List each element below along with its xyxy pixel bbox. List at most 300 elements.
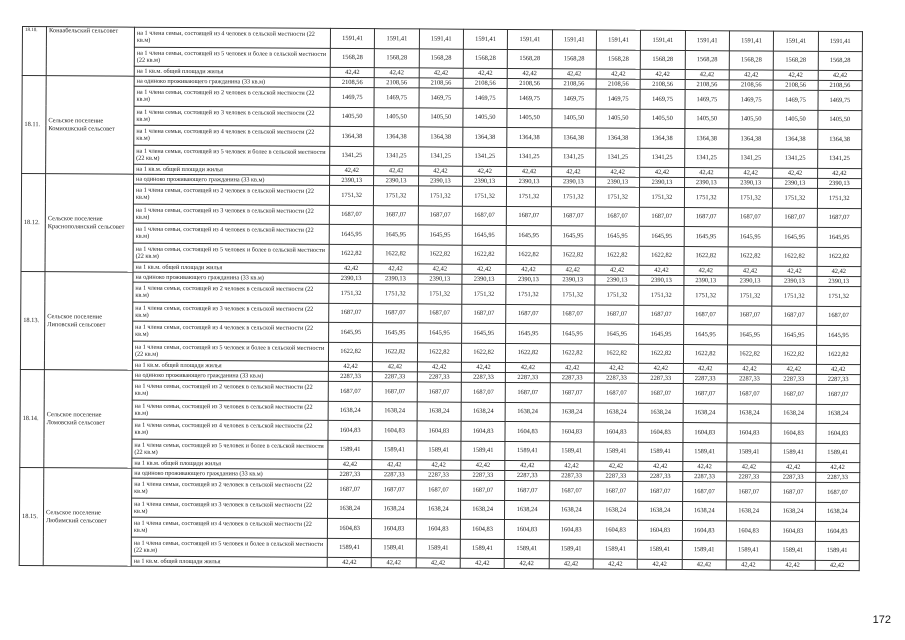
cost-value: 1604,83 bbox=[505, 421, 549, 441]
norm-description: на 1 члена семьи, состоящей из 5 человек и более в сельской местности (22 кв.м) bbox=[134, 47, 330, 68]
cost-value: 42,42 bbox=[460, 558, 504, 568]
cost-value: 1405,50 bbox=[374, 107, 418, 127]
cost-value: 42,42 bbox=[461, 362, 505, 372]
cost-value: 1751,32 bbox=[684, 188, 728, 208]
cost-value: 1604,83 bbox=[816, 423, 861, 443]
cost-value: 42,42 bbox=[726, 560, 770, 570]
group-code: 18.11. bbox=[22, 76, 47, 174]
cost-value: 1687,07 bbox=[727, 384, 771, 404]
cost-value: 1751,32 bbox=[595, 187, 639, 207]
cost-value: 2287,33 bbox=[373, 372, 417, 382]
cost-value: 1687,07 bbox=[416, 480, 460, 500]
cost-value: 1589,41 bbox=[638, 442, 682, 462]
cost-value: 1469,75 bbox=[507, 88, 551, 108]
cost-value: 1591,41 bbox=[596, 30, 640, 50]
cost-value: 1622,82 bbox=[817, 247, 862, 267]
norm-description: на 1 члена семьи, состоящей из 4 человек в сельской местности (22 кв.м) bbox=[133, 223, 329, 244]
tariff-table bbox=[19, 26, 863, 571]
cost-value: 1604,83 bbox=[726, 521, 770, 541]
cost-value: 42,42 bbox=[683, 364, 727, 374]
cost-value: 1687,07 bbox=[417, 382, 461, 402]
cost-value: 1604,83 bbox=[505, 519, 549, 539]
norm-description: на 1 члена семьи, состоящей из 5 человек и более в сельской местности (22 кв.м) bbox=[131, 537, 327, 558]
cost-value: 1638,24 bbox=[816, 404, 861, 424]
cost-value: 2390,13 bbox=[817, 178, 861, 188]
cost-value: 1638,24 bbox=[460, 500, 504, 520]
cost-value: 2287,33 bbox=[639, 373, 683, 383]
cost-value: 1622,82 bbox=[639, 246, 683, 266]
cost-value: 1341,25 bbox=[507, 147, 551, 167]
cost-value: 1591,41 bbox=[508, 29, 552, 49]
cost-value: 1591,41 bbox=[729, 31, 773, 51]
cost-value: 1589,41 bbox=[815, 541, 860, 561]
norm-description: на одиноко проживающего гражданина (33 кв.м) bbox=[133, 272, 329, 283]
cost-value: 1645,95 bbox=[418, 225, 462, 245]
cost-value: 1341,25 bbox=[596, 148, 640, 168]
cost-value: 1645,95 bbox=[816, 325, 861, 345]
norm-description: на 1 кв.м. общей площади жилья bbox=[133, 262, 329, 273]
cost-value: 1589,41 bbox=[771, 443, 815, 463]
cost-value: 1645,95 bbox=[329, 224, 373, 244]
cost-value: 1364,38 bbox=[418, 127, 462, 147]
cost-value: 1687,07 bbox=[682, 482, 726, 502]
cost-value: 1364,38 bbox=[330, 126, 374, 146]
cost-value: 1568,28 bbox=[641, 50, 685, 70]
cost-value: 2287,33 bbox=[505, 470, 549, 480]
cost-value: 1645,95 bbox=[683, 325, 727, 345]
cost-value: 1405,50 bbox=[596, 109, 640, 129]
cost-value: 2108,56 bbox=[463, 78, 507, 88]
cost-value: 42,42 bbox=[461, 460, 505, 470]
norm-description: на 1 члена семьи, состоящей из 3 человек в сельской местности (22 кв.м) bbox=[133, 302, 329, 323]
cost-value: 1638,24 bbox=[372, 499, 416, 519]
cost-value: 42,42 bbox=[506, 264, 550, 274]
cost-value: 42,42 bbox=[327, 557, 371, 567]
cost-value: 2287,33 bbox=[506, 372, 550, 382]
cost-value: 1751,32 bbox=[595, 285, 639, 305]
cost-value: 1687,07 bbox=[373, 303, 417, 323]
cost-value: 2287,33 bbox=[594, 373, 638, 383]
cost-value: 1645,95 bbox=[639, 226, 683, 246]
cost-value: 1604,83 bbox=[815, 521, 860, 541]
cost-value: 1687,07 bbox=[506, 304, 550, 324]
cost-value: 42,42 bbox=[505, 558, 549, 568]
norm-description: на 1 члена семьи, состоящей из 5 человек и более в сельской местности (22 кв.м) bbox=[132, 439, 328, 460]
cost-value: 1469,75 bbox=[463, 88, 507, 108]
cost-value: 1604,83 bbox=[550, 422, 594, 442]
cost-value: 1687,07 bbox=[816, 306, 861, 326]
table-body bbox=[19, 27, 862, 571]
cost-value: 1589,41 bbox=[726, 540, 770, 560]
cost-value: 42,42 bbox=[637, 559, 681, 569]
cost-value: 1638,24 bbox=[683, 403, 727, 423]
norm-description: на 1 члена семьи, состоящей из 2 человек в сельской местности (22 кв.м) bbox=[132, 478, 328, 499]
cost-value: 2390,13 bbox=[684, 276, 728, 286]
cost-value: 42,42 bbox=[506, 362, 550, 372]
cost-value: 1687,07 bbox=[595, 207, 639, 227]
cost-value: 2390,13 bbox=[418, 176, 462, 186]
cost-value: 1589,41 bbox=[417, 440, 461, 460]
cost-value: 1645,95 bbox=[506, 323, 550, 343]
cost-value: 1638,24 bbox=[549, 500, 593, 520]
cost-value: 2390,13 bbox=[728, 178, 772, 188]
cost-value: 1687,07 bbox=[594, 481, 638, 501]
cost-value: 42,42 bbox=[507, 166, 551, 176]
cost-value: 2287,33 bbox=[815, 472, 859, 482]
cost-value: 1645,95 bbox=[595, 324, 639, 344]
norm-description: на 1 кв.м. общей площади жилья bbox=[134, 66, 330, 77]
cost-value: 2287,33 bbox=[461, 372, 505, 382]
cost-value: 1687,07 bbox=[815, 482, 860, 502]
cost-value: 1751,32 bbox=[639, 285, 683, 305]
norm-description: на одиноко проживающего гражданина (33 кв.м) bbox=[132, 370, 328, 381]
cost-value: 1341,25 bbox=[684, 148, 728, 168]
cost-value: 1638,24 bbox=[417, 401, 461, 421]
cost-value: 1604,83 bbox=[771, 423, 815, 443]
norm-description: на 1 члена семьи, состоящей из 2 человек в сельской местности (22 кв.м) bbox=[133, 184, 329, 205]
cost-value: 1364,38 bbox=[374, 127, 418, 147]
cost-value: 1638,24 bbox=[638, 501, 682, 521]
cost-value: 1405,50 bbox=[507, 108, 551, 128]
cost-value: 2390,13 bbox=[817, 276, 861, 286]
cost-value: 2390,13 bbox=[418, 274, 462, 284]
norm-description: на 1 члена семьи, состоящей из 4 человек в сельской местности (22 кв.м) bbox=[134, 27, 330, 48]
norm-description: на 1 члена семьи, состоящей из 3 человек в сельской местности (22 кв.м) bbox=[133, 204, 329, 225]
cost-value: 42,42 bbox=[772, 266, 816, 276]
cost-value: 1604,83 bbox=[594, 422, 638, 442]
cost-value: 1751,32 bbox=[506, 284, 550, 304]
cost-value: 1604,83 bbox=[638, 520, 682, 540]
cost-value: 1645,95 bbox=[684, 227, 728, 247]
cost-value: 42,42 bbox=[416, 460, 460, 470]
cost-value: 1341,25 bbox=[729, 148, 773, 168]
cost-value: 1589,41 bbox=[549, 539, 593, 559]
cost-value: 1568,28 bbox=[463, 49, 507, 69]
cost-value: 2390,13 bbox=[330, 175, 374, 185]
norm-description: на 1 кв.м. общей площади жилья bbox=[131, 556, 327, 567]
cost-value: 1604,83 bbox=[372, 519, 416, 539]
cost-value: 1622,82 bbox=[417, 342, 461, 362]
cost-value: 1622,82 bbox=[373, 342, 417, 362]
cost-value: 1589,41 bbox=[460, 539, 504, 559]
cost-value: 1687,07 bbox=[683, 384, 727, 404]
cost-value: 2287,33 bbox=[727, 374, 771, 384]
cost-value: 1364,38 bbox=[596, 128, 640, 148]
cost-value: 1364,38 bbox=[640, 128, 684, 148]
cost-value: 1687,07 bbox=[418, 205, 462, 225]
cost-value: 2390,13 bbox=[462, 274, 506, 284]
cost-value: 2390,13 bbox=[639, 275, 683, 285]
cost-value: 2287,33 bbox=[771, 472, 815, 482]
group-code: 18.12. bbox=[21, 174, 46, 272]
cost-value: 1645,95 bbox=[417, 323, 461, 343]
cost-value: 1645,95 bbox=[728, 325, 772, 345]
cost-value: 2287,33 bbox=[372, 470, 416, 480]
cost-value: 1687,07 bbox=[329, 303, 373, 323]
cost-value: 1638,24 bbox=[461, 402, 505, 422]
cost-value: 1751,32 bbox=[374, 186, 418, 206]
cost-value: 42,42 bbox=[372, 460, 416, 470]
cost-value: 1604,83 bbox=[460, 519, 504, 539]
cost-value: 42,42 bbox=[817, 266, 861, 276]
cost-value: 1341,25 bbox=[330, 146, 374, 166]
cost-value: 1405,50 bbox=[330, 107, 374, 127]
cost-value: 2390,13 bbox=[640, 177, 684, 187]
cost-value: 1751,32 bbox=[772, 286, 816, 306]
cost-value: 42,42 bbox=[463, 68, 507, 78]
cost-value: 1638,24 bbox=[771, 404, 815, 424]
cost-value: 1604,83 bbox=[417, 421, 461, 441]
cost-value: 1645,95 bbox=[639, 324, 683, 344]
cost-value: 1622,82 bbox=[816, 345, 861, 365]
cost-value: 1622,82 bbox=[594, 344, 638, 364]
cost-value: 2108,56 bbox=[507, 78, 551, 88]
cost-value: 1591,41 bbox=[463, 29, 507, 49]
cost-value: 1638,24 bbox=[727, 403, 771, 423]
cost-value: 1687,07 bbox=[461, 382, 505, 402]
cost-value: 42,42 bbox=[728, 266, 772, 276]
cost-value: 1405,50 bbox=[729, 109, 773, 129]
cost-value: 1622,82 bbox=[418, 244, 462, 264]
cost-value: 42,42 bbox=[551, 265, 595, 275]
cost-value: 42,42 bbox=[682, 462, 726, 472]
page-number: 172 bbox=[872, 614, 891, 626]
cost-value: 2390,13 bbox=[506, 274, 550, 284]
cost-value: 42,42 bbox=[773, 70, 817, 80]
cost-value: 1568,28 bbox=[685, 50, 729, 70]
document-page bbox=[18, 26, 882, 609]
cost-value: 1638,24 bbox=[505, 500, 549, 520]
cost-value: 1568,28 bbox=[330, 48, 374, 68]
norm-description: на 1 кв.м. общей площади жилья bbox=[132, 458, 328, 469]
cost-value: 1341,25 bbox=[640, 148, 684, 168]
cost-value: 2108,56 bbox=[552, 79, 596, 89]
cost-value: 42,42 bbox=[771, 462, 815, 472]
cost-value: 1687,07 bbox=[550, 304, 594, 324]
cost-value: 1645,95 bbox=[462, 323, 506, 343]
cost-value: 1604,83 bbox=[327, 518, 371, 538]
cost-value: 1751,32 bbox=[817, 188, 862, 208]
cost-value: 2287,33 bbox=[550, 373, 594, 383]
cost-value: 1687,07 bbox=[372, 480, 416, 500]
cost-value: 1751,32 bbox=[683, 286, 727, 306]
settlement-name: Сельское поселение Краснополянский сельсовет bbox=[45, 174, 134, 273]
cost-value: 1751,32 bbox=[418, 186, 462, 206]
cost-value: 1589,41 bbox=[505, 539, 549, 559]
cost-value: 1364,38 bbox=[463, 127, 507, 147]
group-code: 18.13. bbox=[20, 271, 45, 369]
cost-value: 1341,25 bbox=[374, 146, 418, 166]
cost-value: 1638,24 bbox=[328, 401, 372, 421]
cost-value: 42,42 bbox=[640, 167, 684, 177]
cost-value: 1687,07 bbox=[328, 479, 372, 499]
cost-value: 1405,50 bbox=[817, 110, 862, 130]
cost-value: 1638,24 bbox=[594, 403, 638, 423]
cost-value: 1589,41 bbox=[372, 440, 416, 460]
cost-value: 1589,41 bbox=[594, 442, 638, 462]
cost-value: 1469,75 bbox=[374, 88, 418, 108]
cost-value: 1687,07 bbox=[728, 305, 772, 325]
cost-value: 1604,83 bbox=[638, 422, 682, 442]
cost-value: 42,42 bbox=[328, 361, 372, 371]
cost-value: 42,42 bbox=[770, 560, 814, 570]
cost-value: 1469,75 bbox=[419, 88, 463, 108]
norm-description: на 1 члена семьи, состоящей из 4 человек в сельской местности (22 кв.м) bbox=[134, 125, 330, 146]
cost-value: 2390,13 bbox=[595, 177, 639, 187]
cost-value: 1687,07 bbox=[462, 206, 506, 226]
cost-value: 1568,28 bbox=[552, 49, 596, 69]
cost-value: 2390,13 bbox=[773, 178, 817, 188]
cost-value: 1469,75 bbox=[818, 90, 863, 110]
cost-value: 2390,13 bbox=[507, 176, 551, 186]
cost-value: 1341,25 bbox=[463, 147, 507, 167]
cost-value: 1604,83 bbox=[461, 421, 505, 441]
cost-value: 1589,41 bbox=[682, 540, 726, 560]
cost-value: 1341,25 bbox=[418, 146, 462, 166]
cost-value: 1687,07 bbox=[374, 205, 418, 225]
cost-value: 1591,41 bbox=[818, 31, 863, 51]
cost-value: 1405,50 bbox=[773, 110, 817, 130]
cost-value: 2390,13 bbox=[374, 176, 418, 186]
cost-value: 42,42 bbox=[682, 560, 726, 570]
group-code: 18.15. bbox=[19, 467, 44, 565]
cost-value: 42,42 bbox=[773, 168, 817, 178]
cost-value: 1469,75 bbox=[729, 90, 773, 110]
cost-value: 2287,33 bbox=[417, 372, 461, 382]
cost-value: 42,42 bbox=[640, 69, 684, 79]
cost-value: 1687,07 bbox=[461, 480, 505, 500]
cost-value: 1638,24 bbox=[550, 402, 594, 422]
cost-value: 1687,07 bbox=[640, 207, 684, 227]
norm-description: на 1 члена семьи, состоящей из 2 человек в сельской местности (22 кв.м) bbox=[134, 86, 330, 107]
norm-description: на 1 члена семьи, состоящей из 3 человек в сельской местности (22 кв.м) bbox=[132, 400, 328, 421]
norm-description: на 1 члена семьи, состоящей из 3 человек в сельской местности (22 кв.м) bbox=[132, 498, 328, 519]
cost-value: 42,42 bbox=[552, 69, 596, 79]
cost-value: 2108,56 bbox=[729, 80, 773, 90]
cost-value: 42,42 bbox=[596, 69, 640, 79]
cost-value: 42,42 bbox=[639, 363, 683, 373]
cost-value: 1568,28 bbox=[818, 51, 863, 71]
cost-value: 42,42 bbox=[684, 168, 728, 178]
norm-description: на 1 кв.м. общей площади жилья bbox=[134, 164, 330, 175]
cost-value: 1341,25 bbox=[551, 147, 595, 167]
cost-value: 1751,32 bbox=[728, 286, 772, 306]
cost-value: 2390,13 bbox=[551, 275, 595, 285]
cost-value: 1638,24 bbox=[593, 501, 637, 521]
cost-value: 1751,32 bbox=[816, 286, 861, 306]
cost-value: 1364,38 bbox=[729, 129, 773, 149]
cost-value: 42,42 bbox=[416, 558, 460, 568]
cost-value: 1622,82 bbox=[373, 244, 417, 264]
cost-value: 1604,83 bbox=[549, 520, 593, 540]
cost-value: 1604,83 bbox=[593, 520, 637, 540]
norm-description: на 1 члена семьи, состоящей из 5 человек и более в сельской местности (22 кв.м) bbox=[132, 341, 328, 362]
cost-value: 1568,28 bbox=[375, 48, 419, 68]
cost-value: 1591,41 bbox=[685, 31, 729, 51]
cost-value: 2108,56 bbox=[596, 79, 640, 89]
cost-value: 1687,07 bbox=[772, 306, 816, 326]
norm-description: на 1 члена семьи, состоящей из 2 человек в сельской местности (22 кв.м) bbox=[132, 380, 328, 401]
cost-value: 1687,07 bbox=[551, 206, 595, 226]
cost-value: 2287,33 bbox=[772, 374, 816, 384]
cost-value: 1638,24 bbox=[771, 502, 815, 522]
cost-value: 1604,83 bbox=[328, 420, 372, 440]
cost-value: 1589,41 bbox=[505, 441, 549, 461]
settlement-name: Сельское поселение Любимский сельсовет bbox=[43, 468, 132, 567]
cost-value: 2287,33 bbox=[638, 471, 682, 481]
cost-value: 1469,75 bbox=[773, 90, 817, 110]
cost-value: 42,42 bbox=[372, 558, 416, 568]
cost-value: 2287,33 bbox=[682, 472, 726, 482]
cost-value: 2390,13 bbox=[772, 276, 816, 286]
cost-value: 1687,07 bbox=[771, 384, 815, 404]
cost-value: 42,42 bbox=[330, 67, 374, 77]
cost-value: 42,42 bbox=[549, 559, 593, 569]
cost-value: 42,42 bbox=[508, 68, 552, 78]
cost-value: 2108,56 bbox=[685, 80, 729, 90]
cost-value: 1364,38 bbox=[551, 128, 595, 148]
cost-value: 42,42 bbox=[729, 168, 773, 178]
cost-value: 2287,33 bbox=[816, 374, 860, 384]
cost-value: 1405,50 bbox=[463, 108, 507, 128]
cost-value: 1589,41 bbox=[727, 442, 771, 462]
cost-value: 42,42 bbox=[373, 264, 417, 274]
cost-value: 42,42 bbox=[772, 364, 816, 374]
cost-value: 1638,24 bbox=[505, 402, 549, 422]
cost-value: 1622,82 bbox=[506, 343, 550, 363]
cost-value: 1622,82 bbox=[684, 246, 728, 266]
cost-value: 42,42 bbox=[375, 68, 419, 78]
cost-value: 1645,95 bbox=[373, 323, 417, 343]
cost-value: 1568,28 bbox=[419, 48, 463, 68]
group-code: 18.10. bbox=[22, 27, 46, 76]
cost-value: 1591,41 bbox=[641, 30, 685, 50]
cost-value: 1469,75 bbox=[640, 89, 684, 109]
cost-value: 1687,07 bbox=[638, 481, 682, 501]
norm-description: на 1 члена семьи, состоящей из 2 человек в сельской местности (22 кв.м) bbox=[133, 282, 329, 303]
cost-value: 42,42 bbox=[815, 560, 859, 570]
cost-value: 1622,82 bbox=[462, 245, 506, 265]
cost-value: 1751,32 bbox=[728, 188, 772, 208]
cost-value: 1604,83 bbox=[771, 521, 815, 541]
cost-value: 42,42 bbox=[328, 459, 372, 469]
cost-value: 2390,13 bbox=[595, 275, 639, 285]
settlement-name: Сельское поселение Липовский сельсовет bbox=[44, 272, 133, 371]
cost-value: 1751,32 bbox=[640, 187, 684, 207]
cost-value: 1645,95 bbox=[595, 226, 639, 246]
cost-value: 42,42 bbox=[639, 265, 683, 275]
cost-value: 1589,41 bbox=[549, 441, 593, 461]
cost-value: 1645,95 bbox=[551, 226, 595, 246]
cost-value: 1341,25 bbox=[773, 149, 817, 169]
cost-value: 1687,07 bbox=[817, 208, 862, 228]
norm-description: на одиноко проживающего гражданина (33 кв.м) bbox=[134, 174, 330, 185]
norm-description: на 1 члена семьи, состоящей из 4 человек в сельской местности (22 кв.м) bbox=[131, 517, 327, 538]
cost-value: 1364,38 bbox=[507, 127, 551, 147]
cost-value: 2390,13 bbox=[463, 176, 507, 186]
settlement-name: Конаабельский сельсовет bbox=[46, 27, 134, 77]
cost-value: 1645,95 bbox=[462, 225, 506, 245]
cost-value: 1751,32 bbox=[462, 186, 506, 206]
cost-value: 42,42 bbox=[418, 166, 462, 176]
cost-value: 1687,07 bbox=[506, 382, 550, 402]
cost-value: 2287,33 bbox=[549, 471, 593, 481]
cost-value: 2390,13 bbox=[373, 274, 417, 284]
cost-value: 42,42 bbox=[549, 461, 593, 471]
cost-value: 1604,83 bbox=[372, 421, 416, 441]
cost-value: 1622,82 bbox=[550, 343, 594, 363]
cost-value: 1751,32 bbox=[329, 185, 373, 205]
